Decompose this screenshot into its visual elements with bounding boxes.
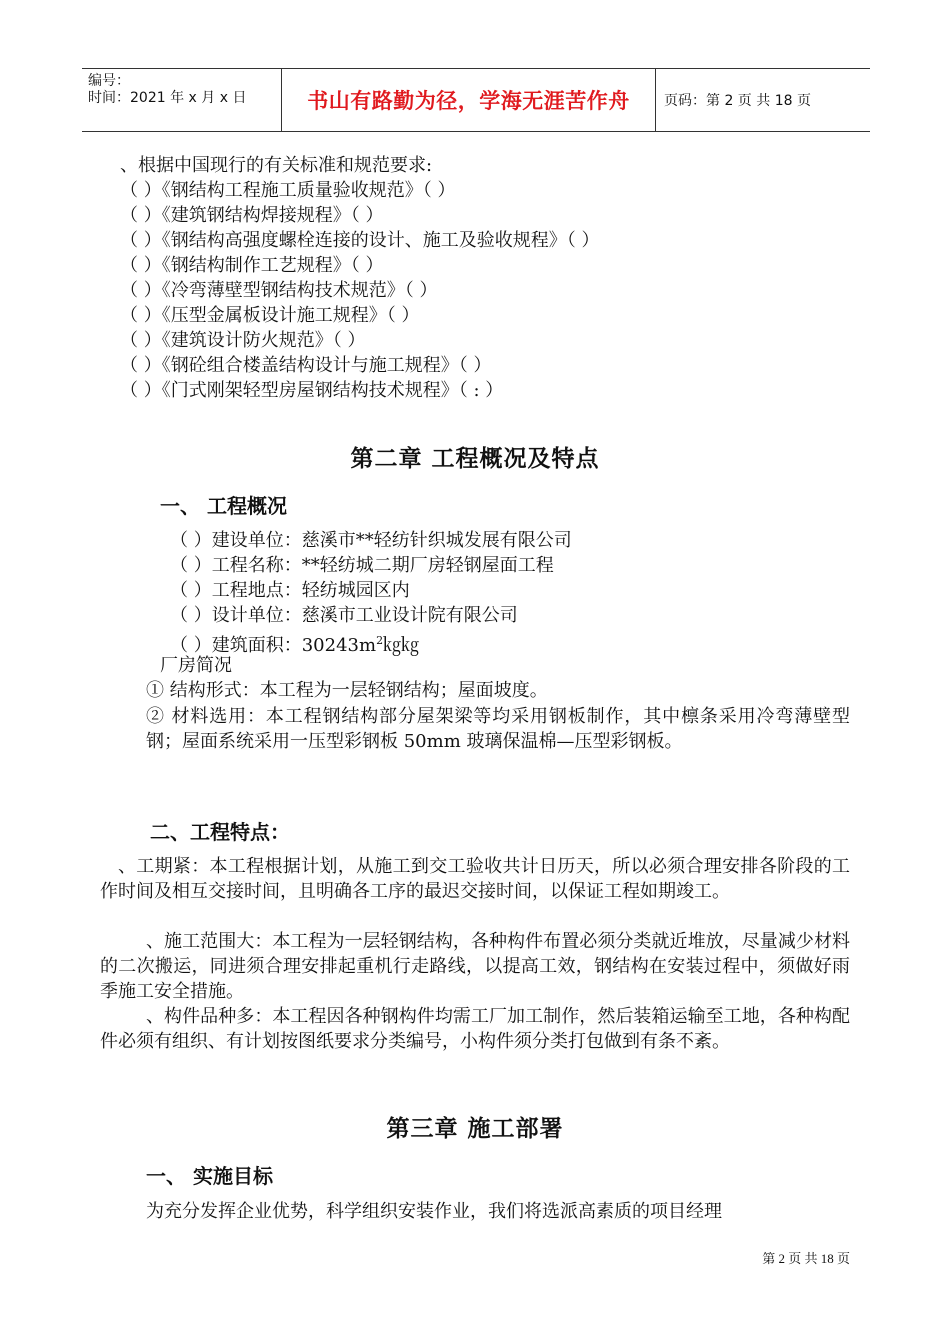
number-label: 编号： <box>88 73 130 89</box>
standard-item: （ ）《冷弯薄壁型钢结构技术规范》（ ） <box>120 280 438 301</box>
standard-item: （ ）《钢结构高强度螺栓连接的设计、施工及验收规程》（ ） <box>120 230 600 251</box>
header-page-info: 页码：第 2 页 共 18 页 <box>664 93 811 109</box>
section-project-overview: 一、 工程概况 <box>160 494 287 518</box>
area-unit-sup: 2 <box>376 634 384 647</box>
standard-item: （ ）《钢结构工程施工质量验收规范》（ ） <box>120 180 456 201</box>
implementation-paragraph: 为充分发挥企业优势，科学组织安装作业，我们将选派高素质的项目经理 <box>146 1201 722 1222</box>
header-meta <box>82 69 282 131</box>
project-info-item: （ ）工程地点：轻纺城园区内 <box>170 580 410 601</box>
structure-form: ① 结构形式：本工程为一层轻钢结构；屋面坡度。 <box>146 680 548 701</box>
standard-item: （ ）《建筑钢结构焊接规程》（ ） <box>120 205 384 226</box>
feature-scope: 、施工范围大：本工程为一层轻钢结构，各种构件布置必须分类就近堆放，尽量减少材料的二次搬运，同进须合理安排起重机行走路线，以提高工效，钢结构在安装过程中，须做好雨季施工安全措施。 <box>100 931 850 1002</box>
section-implementation-goal: 一、 实施目标 <box>146 1164 273 1188</box>
page-header <box>82 68 870 132</box>
project-info-item: （ ）设计单位：慈溪市工业设计院有限公司 <box>170 605 518 626</box>
standards-intro: 、根据中国现行的有关标准和规范要求: <box>120 155 433 176</box>
material-selection: ② 材料选用：本工程钢结构部分屋架梁等均采用钢板制作，其中檩条采用冷弯薄壁型钢；屋面系统采用一压型彩钢板 50mm 玻璃保温棉—压型彩钢板。 <box>146 706 850 752</box>
chapter-3-title: 第三章 施工部署 <box>386 1115 564 1142</box>
standard-item: （ ）《钢砼组合楼盖结构设计与施工规程》（ ） <box>120 355 492 376</box>
chapter-2-title: 第二章 工程概况及特点 <box>350 445 600 472</box>
section-project-features: 二、工程特点： <box>150 820 290 844</box>
feature-schedule: 、工期紧：本工程根据计划，从施工到交工验收共计日历天，所以必须合理安排各阶段的工作时间及相互交接时间，且明确各工序的最迟交接时间，以保证工程如期竣工。 <box>100 856 850 902</box>
plant-overview-title: 厂房简况 <box>160 655 232 676</box>
project-info-item: （ ）工程名称：**轻纺城二期厂房轻钢屋面工程 <box>170 555 554 576</box>
area-prefix: （ ）建筑面积： <box>170 635 302 656</box>
header-motto: 书山有路勤为径，学海无涯苦作舟 <box>282 69 656 131</box>
standard-item: （ ）《钢结构制作工艺规程》（ ） <box>120 255 384 276</box>
standard-item: （ ）《建筑设计防火规范》（ ） <box>120 330 366 351</box>
feature-components: 、构件品种多：本工程因各种钢构件均需工厂加工制作，然后装箱运输至工地，各种构配件必须有组织、有计划按图纸要求分类编号，小构件须分类打包做到有条不紊。 <box>100 1006 850 1052</box>
area-value: 30243m <box>301 635 377 656</box>
page-footer: 第 2 页 共 18 页 <box>762 1251 850 1266</box>
standard-item: （ ）《门式刚架轻型房屋钢结构技术规程》（ : ） <box>120 380 504 401</box>
standard-item: （ ）《压型金属板设计施工规程》（ ） <box>120 305 420 326</box>
time-label: 时间：2021 年 x 月 x 日 <box>88 90 247 106</box>
area-suffix: ㎏㎏ <box>383 635 420 656</box>
project-info-item: （ ）建设单位：慈溪市**轻纺针织城发展有限公司 <box>170 530 572 551</box>
